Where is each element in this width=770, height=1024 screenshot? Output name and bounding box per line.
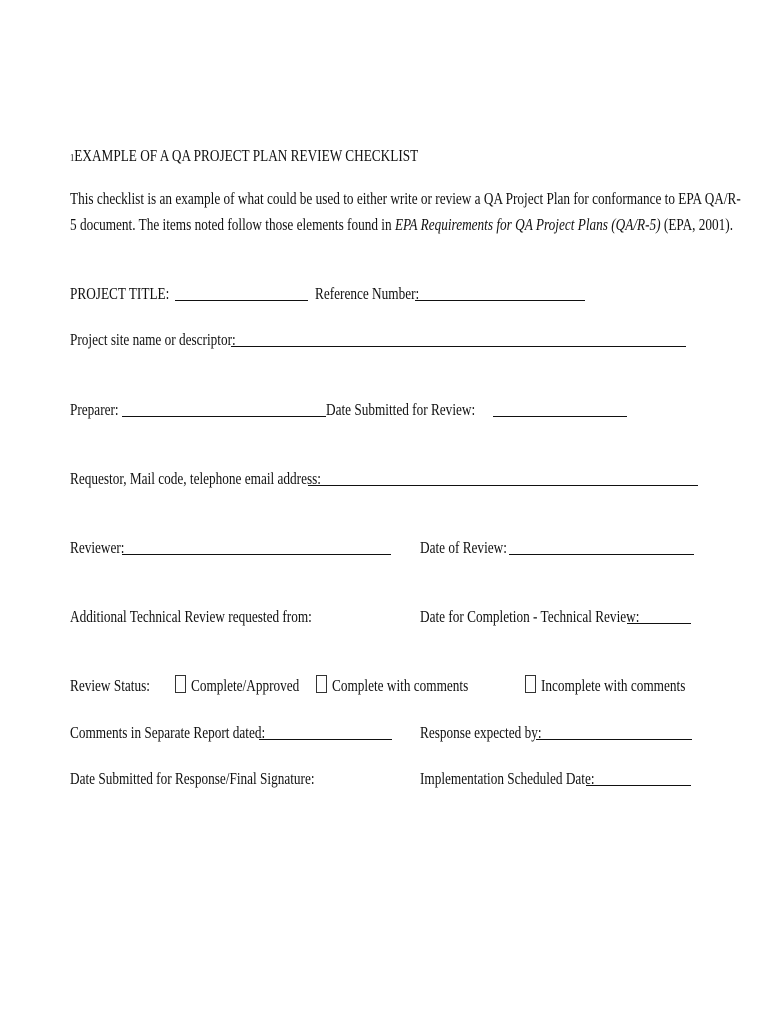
complete-approved-checkbox[interactable] [175,675,186,693]
intro-italic-title: EPA Requirements for QA Project Plans (QA/R-5) [394,215,661,234]
comments-separate-field[interactable] [259,739,392,740]
date-submitted-label: Date Submitted for Review: [326,400,476,419]
preparer-field[interactable] [122,416,326,417]
date-submitted-field[interactable] [493,416,627,417]
review-status-label: Review Status: [70,676,150,695]
additional-review-label: Additional Technical Review requested from: [70,607,312,626]
reviewer-label: Reviewer: [70,538,125,557]
incomplete-with-comments-label: Incomplete with comments [541,676,686,695]
date-submitted-response-label: Date Submitted for Response/Final Signature: [70,769,315,788]
comments-separate-label: Comments in Separate Report dated: [70,723,266,742]
complete-approved-label: Complete/Approved [191,676,300,695]
site-name-label: Project site name or descriptor: [70,330,236,349]
complete-with-comments-checkbox[interactable] [316,675,327,693]
date-completion-field[interactable] [627,623,691,624]
heading-text: EXAMPLE OF A QA PROJECT PLAN REVIEW CHECKLIST [74,146,419,165]
reviewer-field[interactable] [122,554,391,555]
response-expected-field[interactable] [536,739,692,740]
date-of-review-label: Date of Review: [420,538,507,557]
preparer-label: Preparer: [70,400,119,419]
date-completion-label: Date for Completion - Technical Review: [420,607,640,626]
document-heading [70,146,516,166]
requestor-field[interactable] [308,485,698,486]
implementation-date-label: Implementation Scheduled Date: [420,769,595,788]
reference-number-label: Reference Number: [315,284,420,303]
intro-line-2: 5 document. The items noted follow those elements found in EPA Requirements for QA Project Plans (QA/R-5) (EPA, 2001). [70,215,734,234]
incomplete-with-comments-checkbox[interactable] [525,675,536,693]
complete-with-comments-label: Complete with comments [332,676,469,695]
heading-number: 1 [70,152,75,164]
implementation-date-field[interactable] [586,785,691,786]
intro-line-1: This checklist is an example of what could be used to either write or review a QA Project Plan for conformance to EPA QA/R- [70,189,741,208]
site-name-field[interactable] [231,346,686,347]
requestor-label: Requestor, Mail code, telephone email address: [70,469,321,488]
reference-number-field[interactable] [415,300,585,301]
date-of-review-field[interactable] [509,554,694,555]
response-expected-label: Response expected by: [420,723,542,742]
project-title-label: PROJECT TITLE: [70,284,170,303]
project-title-field[interactable] [175,300,308,301]
